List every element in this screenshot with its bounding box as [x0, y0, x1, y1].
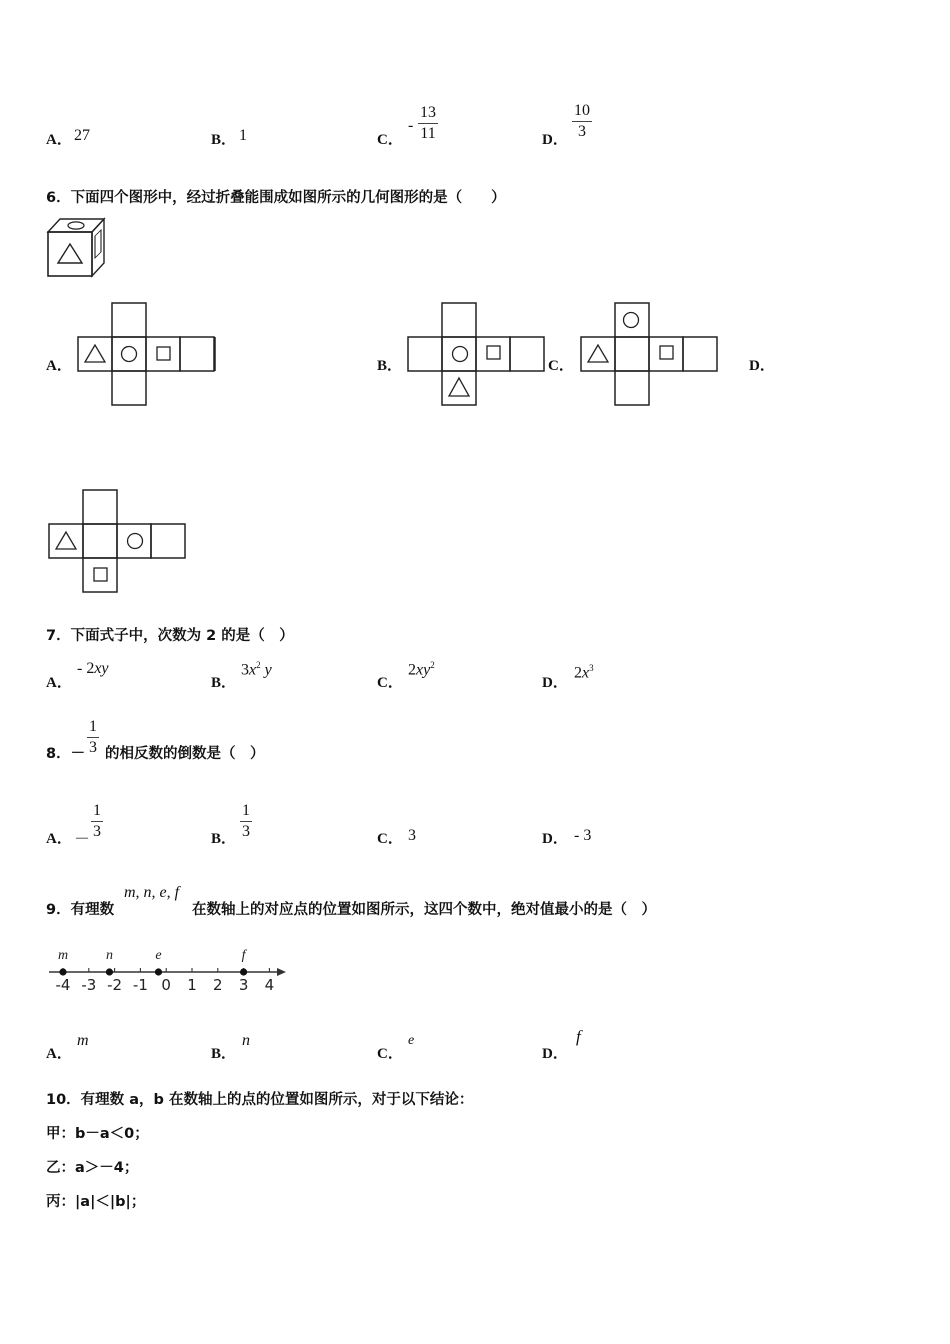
q10-statement-bing: 丙：|a|＜|b|；: [46, 1194, 146, 1210]
q9-option-a-label[interactable]: A．: [46, 1046, 72, 1062]
axis-tick-label: 4: [264, 976, 275, 994]
q5-option-b-label[interactable]: B．: [211, 132, 237, 148]
circle-icon: [122, 347, 137, 362]
q7-option-a-expr: [77, 660, 109, 678]
q8-question-prefix: 8．－: [46, 746, 86, 762]
variable-tail: y: [264, 661, 272, 679]
fraction-numerator: 1: [93, 802, 101, 819]
q5-option-c-sign: -: [408, 117, 414, 134]
triangle-icon: [449, 378, 469, 396]
q9-number-line: [46, 940, 296, 998]
square-icon: [157, 347, 170, 360]
q7-option-b-label[interactable]: B．: [211, 675, 237, 691]
point-m: [59, 968, 66, 975]
q9-option-a-value: m: [77, 1032, 89, 1049]
q5-option-b-value: 1: [239, 127, 247, 144]
point-label-e: e: [155, 948, 162, 963]
fraction-denominator: 3: [242, 823, 250, 840]
point-e: [155, 968, 162, 975]
q7-option-d-label[interactable]: D．: [542, 675, 568, 691]
q9-option-b-label[interactable]: B．: [211, 1046, 237, 1062]
axis-arrow-icon: [277, 968, 286, 976]
q8-question-suffix: 的相反数的倒数是（ ）: [105, 746, 265, 762]
variables: x: [249, 661, 257, 679]
circle-icon: [624, 313, 639, 328]
square-icon: [487, 346, 500, 359]
q9-option-d-value: f: [576, 1027, 581, 1046]
coefficient: - 2: [77, 660, 95, 677]
q6-question-text: 6．下面四个图形中，经过折叠能围成如图所示的几何图形的是（ ）: [46, 190, 506, 206]
fraction-bar: [91, 821, 103, 822]
q9-question-vars: m, n, e, f: [124, 884, 180, 901]
q8-option-a-sign: －: [74, 831, 91, 848]
q6-option-b-net[interactable]: [407, 302, 547, 406]
fraction-denominator: 3: [93, 823, 101, 840]
q10-question-text: 10．有理数 a，b 在数轴上的点的位置如图所示，对于以下结论：: [46, 1092, 474, 1108]
fraction-bar: [240, 821, 252, 822]
q8-option-a-fraction: [91, 802, 103, 841]
exponent: 3: [589, 663, 594, 673]
q10-statement-jia: 甲：b－a＜0；: [46, 1126, 149, 1142]
q8-option-d-label[interactable]: D．: [542, 831, 568, 847]
coefficient: 3: [241, 661, 249, 679]
q6-option-b-label[interactable]: B．: [377, 358, 403, 374]
variables: x: [582, 664, 590, 682]
exponent: 2: [256, 660, 261, 670]
q6-option-d-label[interactable]: D．: [749, 358, 775, 374]
q5-option-a-value: 27: [74, 127, 90, 144]
point-label-n: n: [105, 948, 113, 963]
q9-option-c-value: e: [408, 1033, 415, 1048]
square-icon: [660, 346, 673, 359]
q8-option-d-value: - 3: [574, 827, 592, 844]
fraction-bar: [572, 121, 592, 122]
point-label-m: m: [57, 948, 69, 963]
q6-option-d-net[interactable]: [48, 489, 188, 595]
q9-option-d-label[interactable]: D．: [542, 1046, 568, 1062]
fraction-denominator: 3: [89, 739, 97, 756]
fraction-denominator: 11: [420, 125, 436, 142]
circle-icon: [453, 347, 468, 362]
coefficient: 2: [408, 661, 416, 679]
q9-question-prefix: 9．有理数: [46, 902, 115, 918]
triangle-icon: [85, 345, 105, 362]
axis-tick-label: 0: [161, 976, 171, 994]
q9-question-suffix: 在数轴上的对应点的位置如图所示，这四个数中，绝对值最小的是（ ）: [192, 902, 656, 918]
point-n: [106, 968, 113, 975]
coefficient: 2: [574, 664, 582, 682]
q9-option-b-value: n: [242, 1032, 250, 1049]
fraction-numerator: 13: [420, 104, 436, 121]
q5-option-a-label[interactable]: A．: [46, 132, 72, 148]
variables: xy: [94, 660, 109, 677]
q5-option-d-label[interactable]: D．: [542, 132, 568, 148]
q10-statement-yi: 乙：a＞－4；: [46, 1160, 139, 1176]
axis-tick-label: -4: [55, 976, 71, 994]
axis-tick-label: 1: [187, 976, 197, 994]
fraction-numerator: 10: [574, 102, 590, 119]
square-icon: [94, 568, 107, 581]
q7-option-a-label[interactable]: A．: [46, 675, 72, 691]
axis-tick-label: -1: [132, 976, 148, 994]
fraction-numerator: 1: [242, 802, 250, 819]
point-f: [240, 968, 247, 975]
fraction-bar: [87, 737, 99, 738]
q6-cube-figure: [46, 216, 108, 278]
triangle-icon: [588, 345, 608, 362]
q7-option-c-label[interactable]: C．: [377, 675, 403, 691]
q8-option-b-label[interactable]: B．: [211, 831, 237, 847]
q7-question-text: 7．下面式子中，次数为 2 的是（ ）: [46, 628, 294, 644]
q6-option-a-label[interactable]: A．: [46, 358, 72, 374]
q7-option-d-expr: [574, 663, 594, 682]
axis-tick-label: -3: [81, 976, 97, 994]
q8-option-c-value: 3: [408, 827, 416, 844]
q9-option-c-label[interactable]: C．: [377, 1046, 403, 1062]
fraction-bar: [418, 123, 438, 124]
q5-option-d-fraction: [572, 102, 592, 141]
exponent: 2: [430, 660, 435, 670]
point-label-f: f: [241, 948, 246, 963]
axis-tick-label: -2: [107, 976, 123, 994]
circle-icon: [128, 534, 143, 549]
q8-option-c-label[interactable]: C．: [377, 831, 403, 847]
q7-option-c-expr: [408, 660, 435, 679]
fraction-denominator: 3: [578, 123, 586, 140]
axis-tick-label: 3: [238, 976, 249, 994]
q6-option-c-net[interactable]: [580, 302, 720, 408]
q8-option-b-fraction: [240, 802, 252, 841]
variables: xy: [416, 661, 431, 679]
q6-option-a-net[interactable]: [77, 302, 217, 406]
axis-tick-label: 2: [213, 976, 223, 994]
q8-option-a-label[interactable]: A．: [46, 831, 72, 847]
q7-option-b-expr: [241, 660, 272, 679]
fraction-numerator: 1: [89, 718, 97, 735]
q5-option-c-label[interactable]: C．: [377, 132, 403, 148]
triangle-icon: [56, 532, 76, 549]
q5-option-c-fraction: [418, 104, 438, 143]
q8-question-fraction: [87, 718, 99, 757]
q6-option-c-label[interactable]: C．: [548, 358, 574, 374]
